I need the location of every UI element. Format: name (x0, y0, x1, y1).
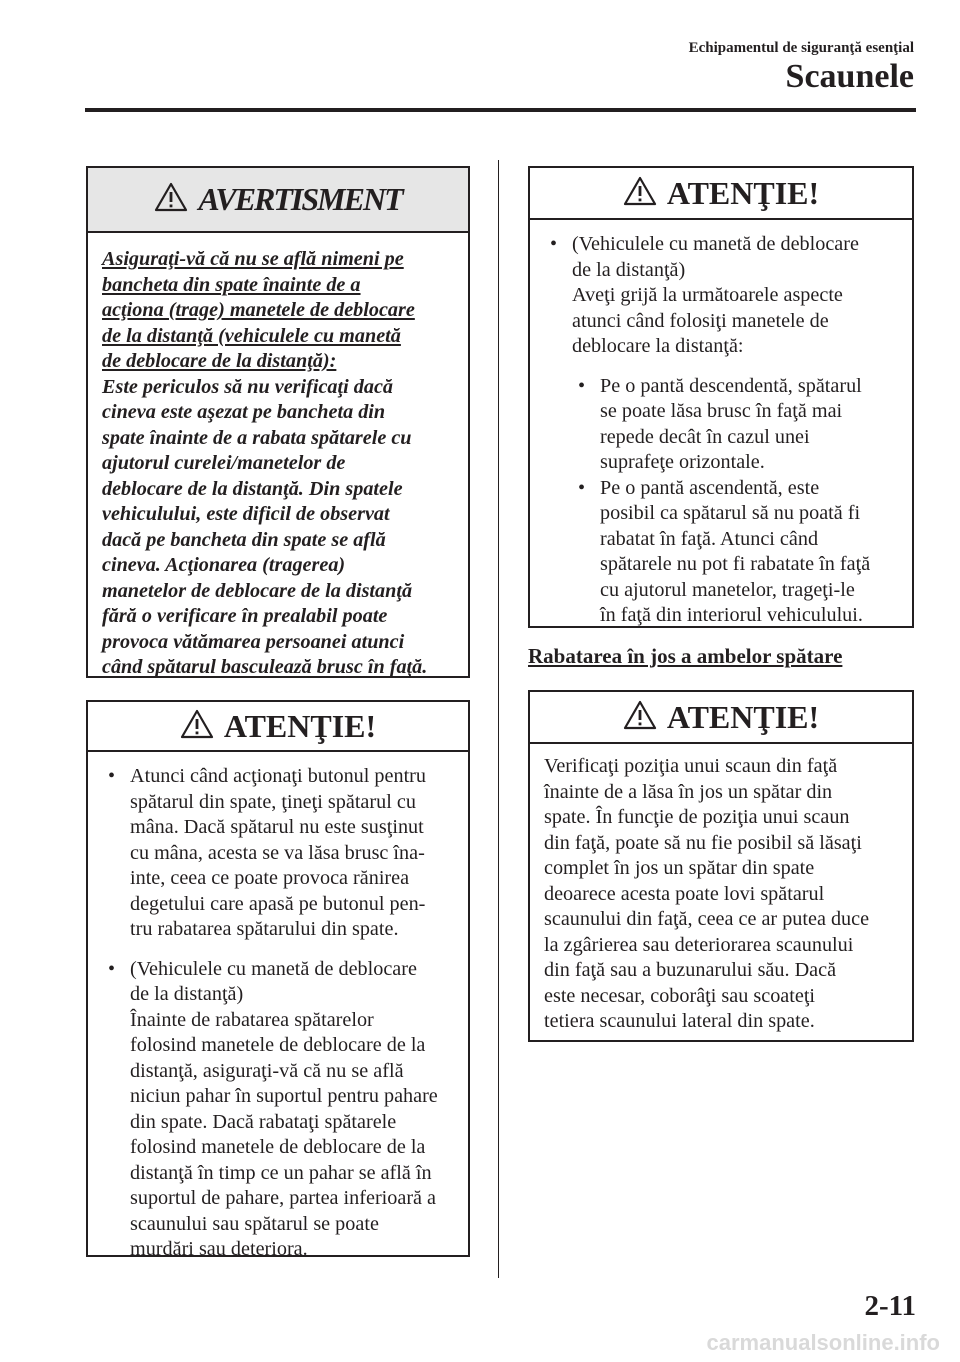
caution-line: Atunci când acţionaţi butonul pentru (130, 765, 427, 787)
caution-box-right-bottom (528, 690, 914, 1042)
caution-heading: ATENŢIE! (666, 698, 820, 735)
warning-box (86, 166, 470, 678)
caution-subline: posibil ca spătarul să nu poată fi (600, 502, 861, 524)
caution-line: tetiera scaunului lateral din spate. (544, 1010, 815, 1032)
caution-header (530, 168, 912, 220)
warning-heading: AVERTISMENT (198, 181, 402, 217)
caution-box-right-top (528, 166, 914, 628)
caution-line: degetului care apasă pe butonul pen- (130, 892, 426, 915)
caution-line: înainte de a lăsa în jos un spătar din (544, 780, 833, 803)
caution-line: deoarece acesta poate lovi spătarul (544, 882, 825, 905)
caution-subline: cu ajutorul manetelor, trageţi-le (600, 578, 855, 601)
warning-triangle-icon (623, 176, 657, 211)
caution-line: la zgârierea sau deteriorarea scaunului (544, 933, 854, 956)
caution-line: atunci când folosiţi manetele de (572, 309, 829, 332)
caution-line: din faţă sau a buzunarului său. Dacă (544, 959, 837, 981)
caution-subline: Pe o pantă ascendentă, este (600, 476, 820, 499)
warning-text-line: manetelor de deblocare de la distanţă (102, 579, 413, 602)
caution-line: folosind manetele de deblocare de la (130, 1136, 426, 1158)
warning-text-line: fără o verificare în prealabil poate (102, 605, 388, 627)
caution-line: din faţă, poate să nu fie posibil să lăsaţi (544, 831, 862, 854)
warning-underlined-line: de la distanţă (vehiculele cu manetă (102, 324, 401, 347)
warning-text-line: provoca vătămarea persoanei atunci (102, 630, 405, 653)
page-number: 2-11 (864, 1290, 916, 1322)
caution-header (88, 702, 468, 752)
caution-line: distanţă, asiguraţi-vă că nu se află (130, 1059, 404, 1082)
warning-text-line: cineva este aşezat pe bancheta din (102, 401, 386, 423)
caution-line: folosind manetele de deblocare de la (130, 1034, 426, 1056)
caution-line: scaunului sau spătarul se poate (130, 1212, 379, 1235)
header-rule (85, 108, 916, 112)
caution-line: (Vehiculele cu manetă de deblocare (130, 957, 417, 980)
warning-text-line: când spătarul basculează brusc în faţă. (102, 656, 428, 678)
warning-text-line: ajutorul curelei/manetelor de (102, 452, 346, 474)
caution-line: din spate. Dacă rabataţi spătarele (130, 1110, 397, 1133)
caution-subline: repede decât în cazul unei (600, 425, 810, 448)
caution-item (102, 957, 454, 1263)
caution-heading: ATENŢIE! (223, 707, 377, 744)
warning-text-line: spate înainte de a rabata spătarele cu (102, 426, 412, 449)
warning-triangle-icon (623, 700, 657, 735)
warning-underlined-line: acţiona (trage) manetele de deblocare (102, 299, 415, 321)
caution-line: (Vehiculele cu manetă de deblocare (572, 233, 859, 255)
caution-item (102, 764, 454, 943)
warning-text-line: deblocare de la distanţă. Din spatele (102, 477, 403, 500)
caution-subline: Pe o pantă descendentă, spătarul (600, 374, 862, 397)
caution-line: este necesar, coborâţi sau scoateţi (544, 984, 816, 1007)
caution-subline: se poate lăsa brusc în faţă mai (600, 400, 843, 422)
caution-body (530, 220, 912, 629)
caution-header (530, 692, 912, 744)
warning-text-line: dacă pe bancheta din spate se află (102, 528, 386, 551)
bullet-small-icon: • (578, 374, 586, 397)
caution-line: deblocare la distanţă: (572, 335, 744, 357)
warning-text-line: cineva. Acţionarea (tragerea) (102, 554, 346, 576)
caution-line: suportul de pahare, partea inferioară a (130, 1187, 437, 1209)
caution-body (530, 744, 912, 1035)
warning-triangle-icon (154, 182, 188, 217)
caution-sublist (572, 374, 898, 629)
caution-line: spătarul din spate, ţineţi spătarul cu (130, 790, 416, 813)
warning-underlined-line: Asiguraţi-vă că nu se află nimeni pe (102, 248, 404, 270)
caution-heading: ATENŢIE! (666, 174, 820, 211)
column-divider (498, 160, 499, 1278)
caution-line: Înainte de rabatarea spătarelor (130, 1008, 374, 1031)
watermark: carmanualsonline.info (706, 1330, 940, 1355)
caution-subline: rabatat în faţă. Atunci când (600, 527, 819, 550)
caution-line: mâna. Dacă spătarul nu este susţinut (130, 816, 424, 838)
caution-line: de la distanţă) (130, 983, 244, 1005)
warning-text-line: vehiculului, este dificil de observat (102, 503, 390, 525)
caution-list (544, 232, 898, 629)
bullet-dot-icon: • (108, 765, 116, 787)
caution-line: Aveţi grijă la următoarele aspecte (572, 284, 843, 306)
caution-body (88, 752, 468, 1263)
caution-line: tru rabatarea spătarului din spate. (130, 918, 399, 940)
caution-list (102, 764, 454, 1263)
caution-subline: spătarele nu pot fi rabatate în faţă (600, 553, 871, 575)
caution-line: distanţă în timp ce un pahar se află în (130, 1161, 432, 1184)
caution-subline: în faţă din interiorul vehiculului. (600, 604, 863, 626)
caution-line: cu mâna, acesta se va lăsa brusc îna- (130, 841, 425, 864)
section-subheading: Rabatarea în jos a ambelor spătare (528, 644, 843, 668)
caution-line: complet în jos un spătar din spate (544, 857, 815, 879)
warning-triangle-icon (180, 709, 214, 744)
caution-line: murdări sau deteriora. (130, 1238, 308, 1260)
caution-line: spate. În funcţie de poziţia unui scaun (544, 806, 850, 828)
caution-item (544, 232, 898, 629)
bullet-small-icon: • (578, 476, 586, 499)
caution-line: inte, ceea ce poate provoca rănirea (130, 867, 410, 889)
caution-subline: suprafeţe orizontale. (600, 451, 765, 473)
caution-subitem (572, 374, 898, 476)
bullet-dot-icon: • (550, 233, 558, 255)
caution-box-left (86, 700, 470, 1260)
caution-line: niciun pahar în suportul pentru pahare (130, 1085, 438, 1107)
section-label: Echipamentul de siguranţă esenţial (688, 40, 914, 56)
page-title: Scaunele (785, 58, 914, 95)
warning-body (88, 233, 468, 681)
caution-line: scaunului din faţă, ceea ce ar putea duce (544, 908, 870, 930)
warning-text-line: Este periculos să nu verificaţi dacă (102, 375, 394, 398)
bullet-dot-icon: • (108, 957, 116, 980)
warning-underlined-line: de deblocare de la distanţă): (102, 350, 337, 372)
warning-box-header (88, 168, 468, 233)
warning-underlined-line: bancheta din spate înainte de a (102, 273, 361, 296)
caution-line: de la distanţă) (572, 258, 686, 281)
caution-line: Verificaţi poziţia unui scaun din faţă (544, 755, 838, 777)
caution-subitem (572, 476, 898, 629)
